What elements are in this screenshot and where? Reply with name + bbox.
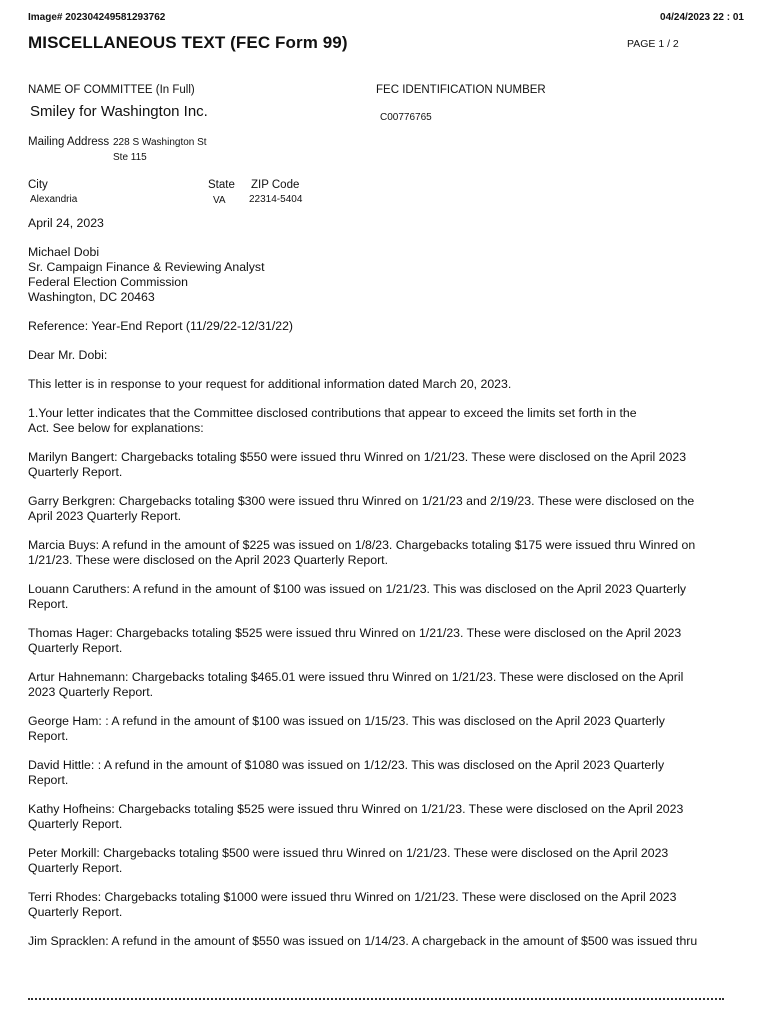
contributor-entry-line: Report. <box>28 729 69 743</box>
contributor-entry-line: Terri Rhodes: Chargebacks totaling $1000 were issued thru Winred on 1/21/23. These were disclosed on the April 2023 <box>28 890 677 904</box>
letter-date: April 24, 2023 <box>28 216 104 230</box>
intro-paragraph: This letter is in response to your request for additional information dated March 20, 2023. <box>28 377 512 391</box>
contributor-entry-line: Garry Berkgren: Chargebacks totaling $300 were issued thru Winred on 1/21/23 and 2/19/23. These were disclosed on the <box>28 494 695 508</box>
contributor-entry-line: April 2023 Quarterly Report. <box>28 509 182 523</box>
item-1-line: 1.Your letter indicates that the Committee disclosed contributions that appear to exceed the limits set forth in the <box>28 406 637 420</box>
contributor-entry <box>28 626 728 656</box>
fec-id-label: FEC IDENTIFICATION NUMBER <box>376 84 546 96</box>
contributor-entry-line: 2023 Quarterly Report. <box>28 685 154 699</box>
city-value: Alexandria <box>30 194 78 205</box>
zip-value: 22314-5404 <box>249 194 303 205</box>
recipient-title: Sr. Campaign Finance & Reviewing Analyst <box>28 260 265 274</box>
contributor-entry <box>28 670 728 700</box>
reference-line: Reference: Year-End Report (11/29/22-12/31/22) <box>28 319 294 333</box>
contributor-entry-line: 1/21/23. These were disclosed on the April 2023 Quarterly Report. <box>28 553 389 567</box>
contributor-entry-line: Marilyn Bangert: Chargebacks totaling $550 were issued thru Winred on 1/21/23. These were disclosed on the April 2023 <box>28 450 687 464</box>
contributor-entry <box>28 582 728 612</box>
contributor-entry <box>28 890 728 920</box>
contributor-entry-line: Thomas Hager: Chargebacks totaling $525 were issued thru Winred on 1/21/23. These were disclosed on the April 2023 <box>28 626 682 640</box>
contributor-entry-line: Kathy Hofheins: Chargebacks totaling $525 were issued thru Winred on 1/21/23. These were disclosed on the April 2023 <box>28 802 684 816</box>
committee-name: Smiley for Washington Inc. <box>30 103 208 120</box>
page-divider <box>28 998 724 1000</box>
letter-body <box>28 216 728 963</box>
contributor-entry-line: Louann Caruthers: A refund in the amount of $100 was issued on 1/21/23. This was disclosed on the April 2023 Quarterly <box>28 582 687 596</box>
address-line-1: 228 S Washington St <box>113 137 207 148</box>
recipient-org: Federal Election Commission <box>28 275 188 289</box>
contributor-entry-line: Artur Hahnemann: Chargebacks totaling $465.01 were issued thru Winred on 1/21/23. These were disclosed on the April <box>28 670 684 684</box>
contributor-entry <box>28 450 728 480</box>
contributor-entry-line: George Ham: : A refund in the amount of $100 was issued on 1/15/23. This was disclosed on the April 2023 Quarterly <box>28 714 665 728</box>
recipient-address: Washington, DC 20463 <box>28 290 155 304</box>
contributor-entry-line: Report. <box>28 773 69 787</box>
contributor-entry-line: Jim Spracklen: A refund in the amount of $550 was issued on 1/14/23. A chargeback in the amount of $500 was issued thru <box>28 934 698 948</box>
state-value: VA <box>213 195 226 206</box>
mailing-address-label: Mailing Address <box>28 136 110 148</box>
contributor-entry-line: Report. <box>28 597 69 611</box>
contributor-entry <box>28 758 728 788</box>
item-1-line: Act. See below for explanations: <box>28 421 204 435</box>
contributor-entry-line: David Hittle: : A refund in the amount of $1080 was issued on 1/12/23. This was disclosed on the April 2023 Quarterly <box>28 758 665 772</box>
recipient-name: Michael Dobi <box>28 245 100 259</box>
contributor-entry <box>28 714 728 744</box>
contributor-entry-line: Quarterly Report. <box>28 641 123 655</box>
image-number: Image# 202304249581293762 <box>28 12 166 23</box>
contributor-entry <box>28 846 728 876</box>
zip-label: ZIP Code <box>251 179 300 191</box>
recipient-block <box>28 245 728 305</box>
contributor-entry-line: Peter Morkill: Chargebacks totaling $500 were issued thru Winred on 1/21/23. These were disclosed on the April 2023 <box>28 846 669 860</box>
form-title: MISCELLANEOUS TEXT (FEC Form 99) <box>28 33 348 52</box>
committee-name-label: NAME OF COMMITTEE (In Full) <box>28 84 195 96</box>
state-label: State <box>208 179 235 191</box>
timestamp: 04/24/2023 22 : 01 <box>660 12 744 23</box>
contributor-entry-line: Quarterly Report. <box>28 817 123 831</box>
salutation: Dear Mr. Dobi: <box>28 348 108 362</box>
page-indicator: PAGE 1 / 2 <box>627 38 679 50</box>
contributor-entry <box>28 538 728 568</box>
contributor-entry <box>28 494 728 524</box>
contributor-entry-line: Marcia Buys: A refund in the amount of $225 was issued on 1/8/23. Chargebacks totaling $175 were issued thru Winred on <box>28 538 696 552</box>
address-line-2: Ste 115 <box>113 152 147 163</box>
contributor-entry <box>28 802 728 832</box>
contributor-entries <box>28 450 728 949</box>
contributor-entry-line: Quarterly Report. <box>28 861 123 875</box>
item-1-paragraph <box>28 406 728 436</box>
city-label: City <box>28 179 48 191</box>
contributor-entry-line: Quarterly Report. <box>28 905 123 919</box>
fec-id-value: C00776765 <box>380 112 432 123</box>
contributor-entry-line: Quarterly Report. <box>28 465 123 479</box>
contributor-entry <box>28 934 728 949</box>
